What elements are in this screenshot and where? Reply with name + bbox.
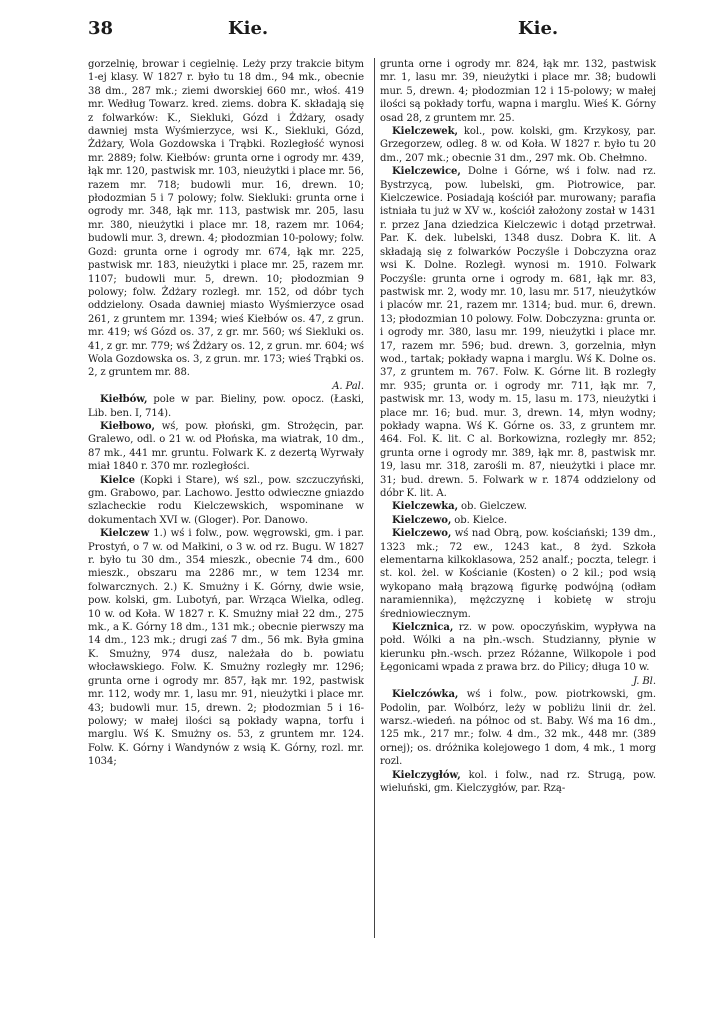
entry-text: ob. Gielczew. [458,501,527,513]
running-head-left: Kie. [228,18,269,39]
entry-text: rz. w pow. opoczyńskim, wypływa na połd. Wólki a na płn.-wsch. Studzianny, płynie w kierunku płn.-wsch. przez Różanne, Wilkopole i pod Łęgonicami wpada z prawa brz. do Pilicy; długa 10 w. [380,622,656,674]
dictionary-entry [380,769,656,796]
entry-headword: Kiełbowo, [100,420,155,432]
entry-text: grunta orne i ogrody mr. 824, łąk mr. 132, pastwisk mr. 1, lasu mr. 39, nieużytki i place mr. 38; budowli mur. 5, drewn. 4; płodozmian 12 i 15-polowy; w małej ilości są pokłady torfu, wapna i marglu. Wieś K. Górny osad 28, z gruntem mr. 25. [380,59,656,124]
entry-headword: Kiełbów, [100,394,148,406]
running-header [88,18,658,44]
entry-text: gorzelnię, browar i cegielnię. Leży przy trakcie bitym 1-ej klasy. W 1827 r. było tu 18 dm., 94 mk., obecnie 38 dm., 287 mk.; ziemi dworskiej 660 mr., włoś. 419 mr. Według Towarz. kred. ziems. dobra K. składają się z folwarków: K., Siekluki, Gózd i Żdżary, osady dawniej msta Wyśmierzyce, wsi K., Siekluki, Gózd, Żdżary, Wola Gozdowska i Trąbki. Rozległość wynosi mr. 2889; folw. Kiełbów: grunta orne i ogrody mr. 439, łąk mr. 120, pastwisk mr. 103, nieużytki i place mr. 56, razem mr. 718; budowli mur. 16, drewn. 10; płodozmian 5 i 7 polowy; folw. Siekluki: grunta orne i ogrody mr. 348, łąk mr. 113, pastwisk mr. 205, lasu mr. 380, nieużytki i place mr. 18, razem mr. 1064; budowli mur. 3, drewn. 4; płodozmian 10-polowy; folw. Gozd: grunta orne i ogrody mr. 674, łąk mr. 225, pastwisk mr. 183, nieużytki i place mr. 25, razem mr. 1107; budowli mur. 5, drewn. 10; płodozmian 9 polowy; folw. Żdżary rozległ. mr. 152, od dóbr tych oddzielony. Osada dawniej miasto Wyśmierzyce osad 261, z gruntem mr. 1394; wieś Kiełbów os. 47, z grun. mr. 419; wś Gózd os. 37, z gr. mr. 560; wś Siekluki os. 41, z gr. mr. 779; wś Żdżary os. 12, z grun. mr. 604; wś Wola Gozdowska os. 3, z grun. mr. 173; wieś Trąbki os. 2, z gruntem mr. 88. [88,59,364,379]
entry-headword: Kielcznica, [392,622,454,634]
dictionary-entry [380,688,656,768]
dictionary-entry [380,125,656,165]
right-column [380,58,656,938]
entry-headword: Kielce [100,474,135,486]
entry-text: wś, pow. płoński, gm. Strożęcin, par. Gralewo, odl. o 21 w. od Płońska, ma wiatrak, 10 dm., 87 mk., 441 mr. gruntu. Folwark K. z dezertą Wyrwały miał 1840 r. 370 mr. rozległości. [88,420,364,473]
running-head-right: Kie. [518,18,559,39]
entry-text: kol. i folw., nad rz. Strugą, pow. wieluński, gm. Kielczygłów, par. Rzą- [380,769,656,794]
entry-headword: Kielczewek, [392,126,458,138]
dictionary-entry [88,420,364,474]
dictionary-entry [380,58,656,125]
dictionary-entry [88,527,364,768]
entry-headword: Kielczewice, [392,166,461,178]
author-signature: J. Bl. [633,675,656,687]
entry-text: wś i folw., pow. piotrkowski, gm. Podolin, par. Wolbórz, leży w pobliżu linii dr. żel. warsz.-wiedeń. na północ od st. Baby. Wś ma 16 dm., 125 mk., 217 mr.; folw. 4 dm., 32 mk., 448 mr. (389 ornej); os. dróżnika kolejowego 1 dom, 4 mk., 1 morg rozl. [380,689,656,768]
dictionary-entry [380,621,656,688]
entry-text: pole w par. Bieliny, pow. opocz. (Łaski, Lib. ben. I, 714). [88,394,364,419]
column-divider [374,58,375,938]
entry-headword: Kielczewo, [392,514,452,526]
entry-text: kol., pow. kolski, gm. Krzykosy, par. Grzegorzew, odleg. 8 w. od Koła. W 1827 r. było tu 20 dm., 207 mk.; obecnie 31 dm., 297 mk. Ob. Chełmno. [380,126,656,164]
text-columns [88,58,658,938]
author-signature: A. Pal. [332,380,364,392]
entry-text: (Kopki i Stare), wś szl., pow. szczuczyński, gm. Grabowo, par. Lachowo. Jestto odwieczne gniazdo szlacheckie rodu Kielczewskich, wspominane w dokumentach XVI w. (Gloger). Por. Danowo. [88,474,364,526]
entry-headword: Kielczówka, [392,689,459,701]
entry-text: Dolne i Górne, wś i folw. nad rz. Bystrzycą, pow. lubelski, gm. Piotrowice, par. Kielczewice. Posiadają kościół par. murowany; parafia istniała tu już w XV w., kościół założony został w 1431 r. przez Jana dziedzica Kielczewic i dotąd przetrwał. Par. K. dek. lubelski, 1348 dusz. Dobra K. lit. A składają się z folwarków Poczyśle i Dobczyzna oraz wsi K. Dolne. Rozległ. wynosi m. 1910. Folwark Poczyśle: grunta orne i ogrody m. 681, łąk mr. 83, pastwisk mr. 2, wody mr. 10, lasu mr. 517, nieużytków i placów mr. 21, razem mr. 1314; bud. mur. 6, drewn. 13; płodozmian 10 polowy. Folw. Dobczyzna: grunta or. i ogrody mr. 380, lasu mr. 199, nieużytki i place mr. 17, razem mr. 596; bud. drewn. 3, gorzelnia, młyn wod., tartak; pokłady wapna i marglu. Wś K. Dolne os. 37, z gruntem m. 767. Folw. K. Górne lit. B rozległy mr. 935; grunta or. i ogrody mr. 711, łąk mr. 7, pastwisk mr. 13, wody m. 15, lasu m. 173, nieużytki i place mr. 16; bud. mur. 3, drewn. 14, młyn wodny; pokłady wapna. Wś K. Górne os. 33, z gruntem mr. 464. Fol. K. lit. C al. Borkowizna, rozległy mr. 852; grunta orne i ogrody mr. 389, łąk mr. 8, pastwisk mr. 19, lasu mr. 318, zarośli m. 87, nieużytki i place mr. 31; bud. drewn. 5. Folwark w r. 1874 oddzielony od dóbr K. lit. A. [380,166,656,499]
dictionary-entry [88,58,364,393]
entry-headword: Kielczygłów, [392,769,461,781]
page-number: 38 [88,18,114,39]
entry-text: ob. Kielce. [451,514,508,526]
entry-headword: Kielczewka, [392,501,459,513]
dictionary-entry [380,514,656,527]
left-column [88,58,364,938]
entry-headword: Kielczew [100,528,150,540]
entry-text: wś nad Obrą, pow. kościański; 139 dm., 1323 mk.; 72 ew., 1243 kat., 8 żyd. Szkoła elementarna kilkoklasowa, 252 analf.; poczta, telegr. i st. kol. żel. w Kościanie (Kosten) o 2 kil.; pod wsią wykopano małą brązową figurkę podwójną (odłam naramiennika), mężczyznę i kobietę w stroju średniowiecznym. [380,528,656,620]
dictionary-entry [380,500,656,513]
dictionary-entry [88,393,364,420]
dictionary-entry [380,165,656,500]
dictionary-entry [380,527,656,621]
dictionary-entry [88,474,364,528]
entry-headword: Kielczewo, [392,528,452,540]
entry-text: 1.) wś i folw., pow. węgrowski, gm. i par. Prostyń, o 7 w. od Małkini, o 3 w. od rz. Bugu. W 1827 r. było tu 30 dm., 354 mieszk., obecnie 74 dm., 600 mieszk., obszaru ma 2286 mr., w tem 1234 mr. folwarcznych. 2.) K. Smużny i K. Górny, dwie wsie, pow. kolski, gm. Lubotyń, par. Wrząca Wielka, odleg. 10 w. od Koła. W 1827 r. K. Smużny miał 22 dm., 275 mk., a K. Górny 18 dm., 131 mk.; obecnie pierwszy ma 14 dm., 123 mk.; drugi zaś 7 dm., 56 mk. Była gmina K. Smużny, 974 dusz, należała do b. powiatu włocławskiego. Folw. K. Smużny rozległy mr. 1296; grunta orne i ogrody mr. 857, łąk mr. 192, pastwisk mr. 112, wody mr. 1, lasu mr. 91, nieużytki i place mr. 43; budowli mur. 15, drewn. 2; płodozmian 5 i 16-polowy; w małej ilości są pokłady wapna, torfu i marglu. Wś K. Smużny os. 53, z gruntem mr. 124. Folw. K. Górny i Wandynów z wsią K. Górny, rozl. mr. 1034; [88,528,364,768]
